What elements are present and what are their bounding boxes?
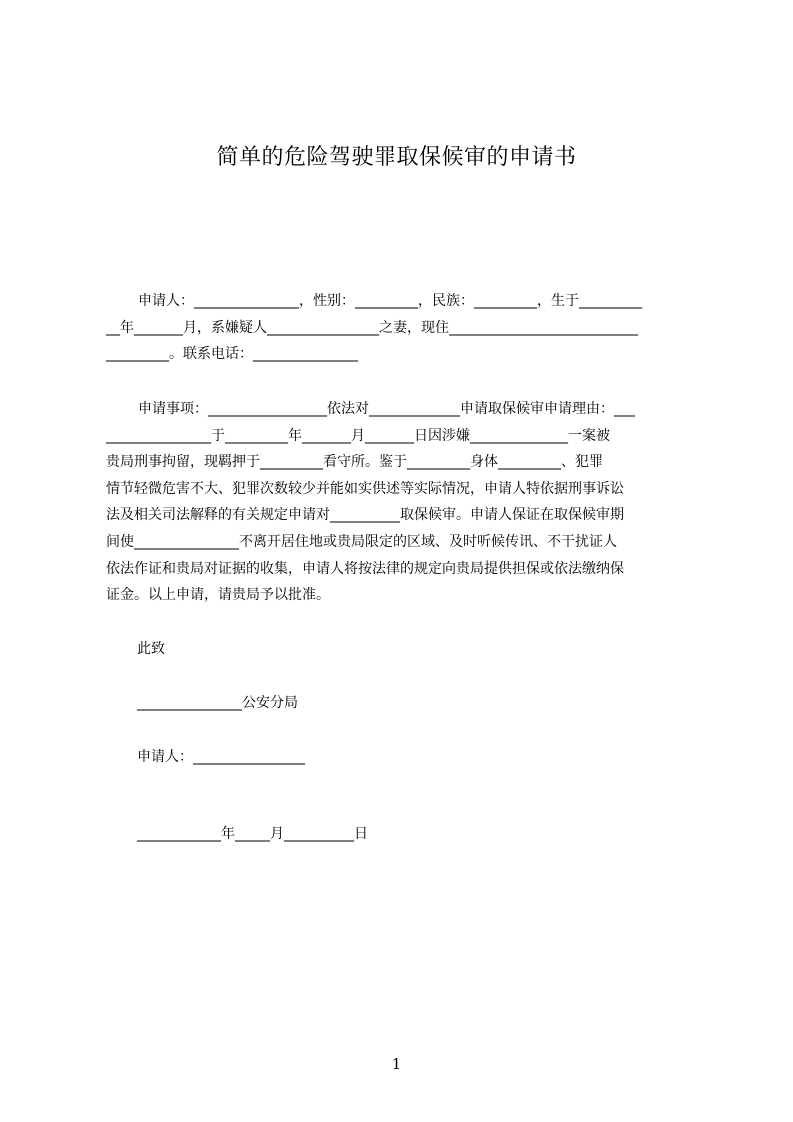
- paragraph-line: 贵局刑事拘留，现羁押于_________看守所。鉴于_________身体_________、犯罪: [106, 454, 603, 471]
- paragraph-line: _________。联系电话：_______________: [106, 346, 358, 363]
- paragraph-line: 情节轻微危害不大、犯罪次数较少并能如实供述等实际情况，申请人特依据刑事诉讼: [106, 480, 624, 497]
- paragraph-line: 申请人：_______________，性别：_________，民族：_________，生于_________: [138, 293, 642, 309]
- paragraph-line: 申请事项：_________________依法对_____________申请取保候审申请理由：___: [138, 401, 635, 417]
- recipient-agency: _______________公安分局: [137, 695, 298, 711]
- page-number: 1: [391, 1055, 402, 1073]
- date-line: ____________年_____月__________日: [137, 826, 368, 842]
- document-title: 简单的危险驾驶罪取保候审的申请书: [216, 145, 577, 170]
- paragraph-line: 法及相关司法解释的有关规定申请对__________取保候审。申请人保证在取保候审期: [106, 507, 624, 524]
- paragraph-line: 证金。以上申请，请贵局予以批准。: [106, 587, 330, 604]
- applicant-signature-line: 申请人：________________: [137, 749, 305, 765]
- paragraph-line: _______________于_________年_______月_______日因涉嫌______________一案被: [106, 427, 610, 444]
- applicant-info-paragraph: [106, 288, 698, 368]
- closing-salutation: 此致: [137, 641, 165, 657]
- paragraph-line: __年_______月，系嫌疑人________________之妻，现住___________________________: [106, 319, 638, 336]
- paragraph-line: 间使_______________不离开居住地或贵局限定的区域、及时听候传讯、不干扰证人: [106, 533, 617, 550]
- application-body-paragraph: [106, 396, 698, 609]
- paragraph-line: 依法作证和贵局对证据的收集，申请人将按法律的规定向贵局提供担保或依法缴纳保: [106, 560, 624, 577]
